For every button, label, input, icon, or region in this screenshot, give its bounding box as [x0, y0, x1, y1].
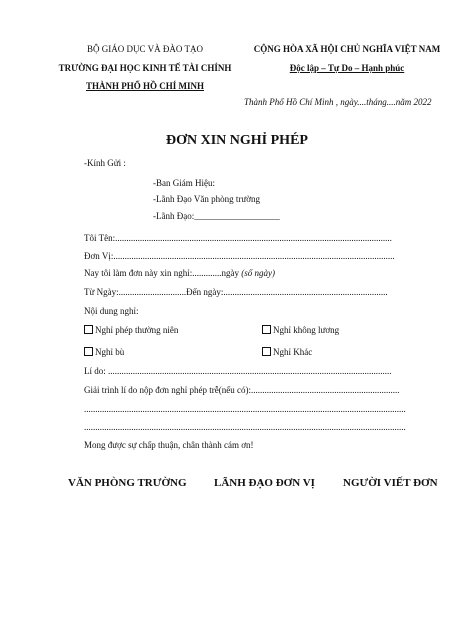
option-label: Nghỉ không lương: [273, 325, 340, 335]
addressee-label: -Kính Gửi :: [84, 158, 126, 168]
option-other-leave[interactable]: [262, 347, 312, 357]
page-title: ĐƠN XIN NGHỈ PHÉP: [166, 133, 308, 148]
unit-field[interactable]: Đơn Vị:.............................................................................................................................: [84, 251, 395, 261]
days-field[interactable]: [84, 268, 275, 278]
place-date: Thành Phố Hồ Chí Minh , ngày....tháng....năm 2022: [244, 97, 432, 107]
addressee-line[interactable]: -Lãnh Đạo:___________________: [153, 211, 280, 221]
checkbox-icon[interactable]: [262, 347, 271, 356]
days-note: (số ngày): [241, 268, 275, 278]
date-range-field[interactable]: Từ Ngày:..............................Đến ngày:.........................................................................: [84, 287, 388, 297]
addressee-line: -Ban Giám Hiệu:: [153, 178, 215, 188]
option-label: Nghỉ Khác: [273, 347, 313, 357]
content-label: Nội dung nghỉ:: [84, 306, 139, 316]
blank-line[interactable]: ...............................................................................................................................................: [84, 404, 406, 414]
option-unpaid-leave[interactable]: [262, 325, 339, 335]
ministry-name: BỘ GIÁO DỤC VÀ ĐÀO TẠO: [87, 44, 203, 54]
signature-applicant: NGƯỜI VIẾT ĐƠN: [343, 477, 438, 489]
blank-line[interactable]: ...............................................................................................................................................: [84, 422, 406, 432]
national-motto: Độc lập – Tự Do – Hạnh phúc: [289, 63, 405, 73]
university-name: TRƯỜNG ĐẠI HỌC KINH TẾ TÀI CHÍNH: [58, 63, 232, 73]
city-name: THÀNH PHỐ HỒ CHÍ MINH: [85, 81, 204, 91]
reason-field[interactable]: Lí do: ..............................................................................................................................: [84, 366, 392, 376]
signature-unit-lead: LÃNH ĐẠO ĐƠN VỊ: [214, 477, 315, 489]
days-label: Nay tôi làm đơn này xin nghỉ:.............ngày: [84, 268, 242, 278]
option-label: Nghỉ phép thường niên: [95, 325, 179, 335]
option-annual-leave[interactable]: [84, 325, 178, 335]
republic-title: CỘNG HÒA XÃ HỘI CHỦ NGHĨA VIỆT NAM: [253, 44, 441, 54]
name-field[interactable]: Tôi Tên:...........................................................................................................................: [84, 233, 392, 243]
addressee-line: -Lãnh Đạo Văn phòng trường: [153, 194, 260, 204]
checkbox-icon[interactable]: [84, 325, 93, 334]
option-label: Nghỉ bù: [95, 347, 125, 357]
signature-office: VĂN PHÒNG TRƯỜNG: [68, 477, 187, 489]
late-explanation-field[interactable]: Giải trình lí do nộp đơn nghỉ phép trễ(nếu có):..................................................................: [84, 385, 400, 395]
closing-text: Mong được sự chấp thuận, chân thành cám ơn!: [84, 440, 254, 450]
checkbox-icon[interactable]: [262, 325, 271, 334]
checkbox-icon[interactable]: [84, 347, 93, 356]
option-compensatory-leave[interactable]: [84, 347, 124, 357]
